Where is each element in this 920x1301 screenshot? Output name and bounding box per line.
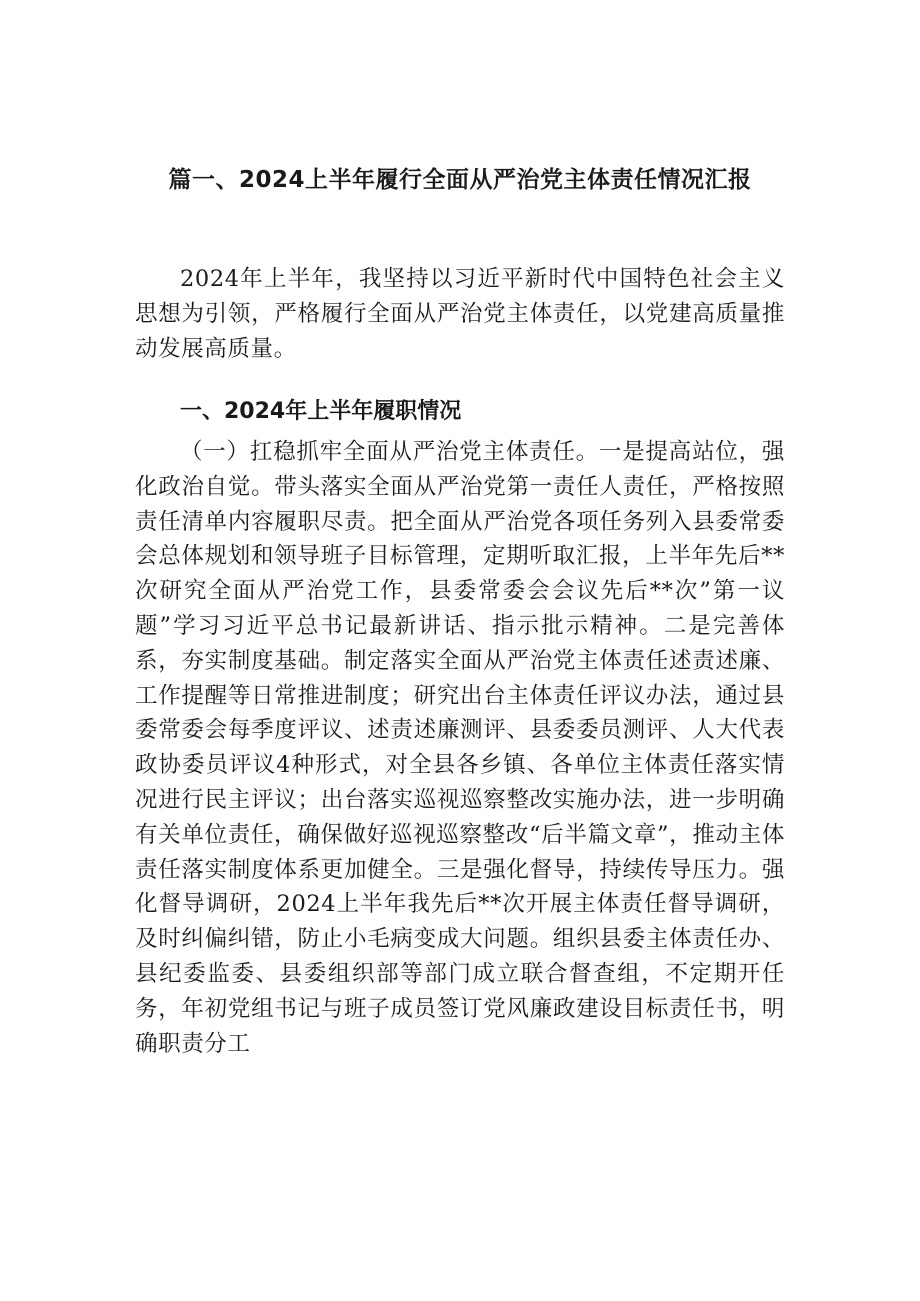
document-title: 篇一、2024上半年履行全面从严治党主体责任情况汇报 bbox=[168, 167, 752, 193]
body-paragraph: （一）扛稳抓牢全面从严治党主体责任。一是提高站位，强化政治自觉。带头落实全面从严治党第一责任人责任，严格按照责任清单内容履职尽责。把全面从严治党各项任务列入县委常委会总体规划和领导班子目标管理，定期听取汇报，上半年先后**次研究全面从严治党工作，县委常委会会议先后**次”第一议题”学习习近平总书记最新讲话、指示批示精神。二是完善体系，夯实制度基础。制定落实全面从严治党主体责任述责述廉、工作提醒等日常推进制度；研究出台主体责任评议办法，通过县委常委会每季度评议、述责述廉测评、县委委员测评、人大代表政协委员评议4种形式，对全县各乡镇、各单位主体责任落实情况进行民主评议；出台落实巡视巡察整改实施办法，进一步明确有关单位责任，确保做好巡视巡察整改“后半篇文章”，推动主体责任落实制度体系更加健全。三是强化督导，持续传导压力。强化督导调研，2024上半年我先后**次开展主体责任督导调研，及时纠偏纠错，防止小毛病变成大问题。组织县委主体责任办、县纪委监委、县委组织部等部门成立联合督查组，不定期开任务，年初党组书记与班子成员签订党风廉政建设目标责任书，明确职责分工 bbox=[135, 439, 785, 1057]
intro-paragraph: 2024年上半年，我坚持以习近平新时代中国特色社会主义思想为引领，严格履行全面从严治党主体责任，以党建高质量推动发展高质量。 bbox=[135, 266, 785, 362]
section-heading: 一、2024年上半年履职情况 bbox=[180, 399, 462, 424]
